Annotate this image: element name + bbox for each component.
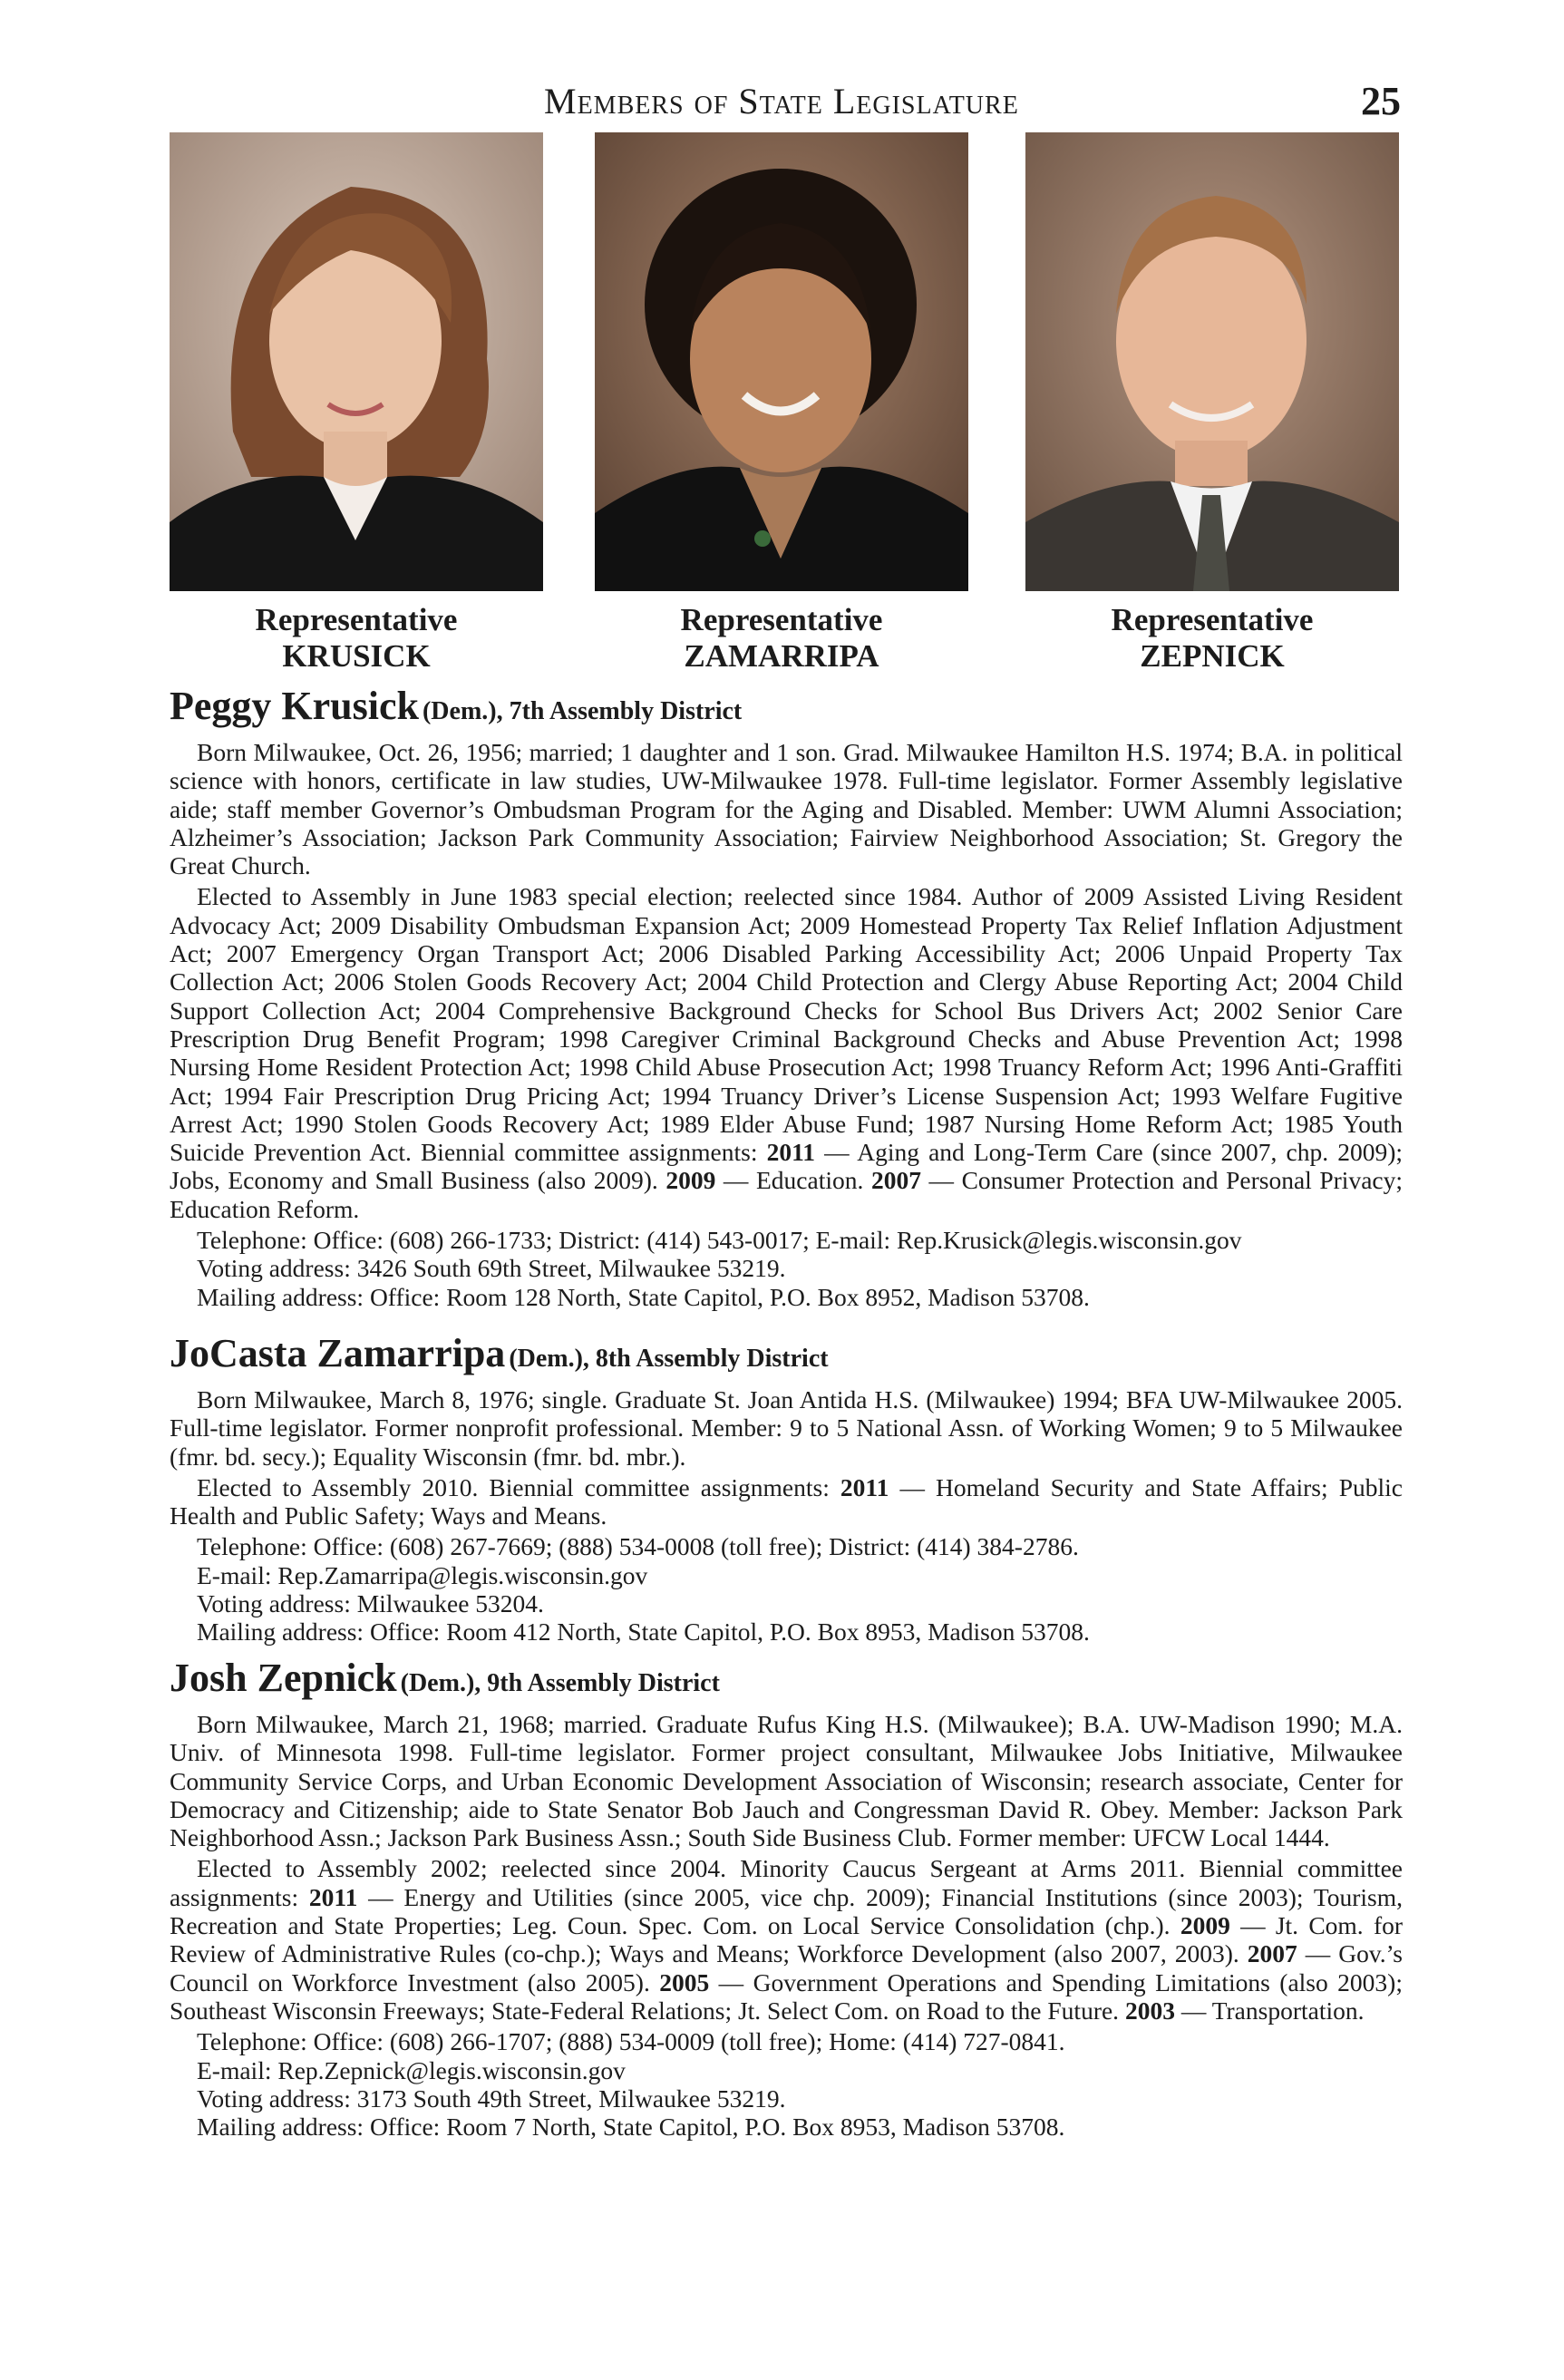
year-label: 2007	[1247, 1939, 1297, 1968]
voting-address: Voting address: 3173 South 49th Street, Milwaukee 53219.	[197, 2084, 786, 2113]
year-label: 2011	[308, 1882, 358, 1911]
email: E-mail: Rep.Zepnick@legis.wisconsin.gov	[197, 2055, 626, 2084]
member-name: Josh Zepnick	[170, 1656, 397, 1700]
assignment-text: — Jt. Com. for Review of Administrative Rules (co-chp.); Ways and Means; Workforce Development (also 2007, 2003).	[170, 1911, 1404, 1968]
legislative-service	[170, 1854, 1403, 2025]
telephone: Telephone: Office: (608) 266-1707; (888) 534-0009 (toll free); Home: (414) 727-0841.	[197, 2027, 1065, 2056]
caption-title: Representative	[1111, 602, 1314, 637]
caption-krusick	[170, 602, 543, 675]
year-label: 2009	[1180, 1911, 1230, 1940]
mailing-address: Mailing address: Office: Room 412 North, State Capitol, P.O. Box 8953, Madison 53708.	[197, 1617, 1090, 1647]
voting-address: Voting address: Milwaukee 53204.	[197, 1589, 544, 1618]
service-text: Elected to Assembly in June 1983 special election; reelected since 1984. Author of 2009 Assisted Living Resident Advocacy Act; 2009 Disability Ombudsman Expansion Act; 2009 Homestead Property Tax Relief Inflation Adjustment Act; 2007 Emergency Organ Transport Act; 2006 Disabled Parking Accessibility Act; 2006 Unpaid Property Tax Collection Act; 2006 Stolen Goods Recovery Act; 2004 Child Protection and Clergy Abuse Reporting Act; 2004 Child Support Collection Act; 2004 Comprehensive Background Checks for School Bus Drivers Act; 2002 Senior Care Prescription Drug Benefit Program; 1998 Caregiver Criminal Background Checks and Abuse Prevention Act; 1998 Nursing Home Resident Protection Act; 1998 Child Abuse Prosecution Act; 1998 Truancy Reform Act; 1996 Anti-Graffiti Act; 1994 Fair Prescription Drug Pricing Act; 1994 Truancy Driver’s License Suspension Act; 1993 Welfare Fugitive Arrest Act; 1990 Stolen Goods Recovery Act; 1989 Elder Abuse Fund; 1987 Nursing Home Reform Act; 1985 Youth Suicide Prevention Act. Biennial committee assignments:	[170, 882, 1403, 1167]
email: E-mail: Rep.Zamarripa@legis.wisconsin.gov	[197, 1560, 648, 1589]
service-text: Elected to Assembly 2010. Biennial committee assignments:	[197, 1472, 840, 1501]
entry-heading	[170, 684, 1403, 738]
mailing-address: Mailing address: Office: Room 128 North, State Capitol, P.O. Box 8952, Madison 53708.	[197, 1282, 1090, 1311]
entry-heading	[170, 1656, 1403, 1710]
mailing-address: Mailing address: Office: Room 7 North, State Capitol, P.O. Box 8953, Madison 53708.	[197, 2113, 1065, 2142]
assignment-text: — Government Operations and Spending Limitations (also 2003); Southeast Wisconsin Freeways; State-Federal Relations; Jt. Select Com. on Road to the Future.	[170, 1967, 1403, 2025]
year-label: 2007	[870, 1166, 921, 1195]
service-text: Elected to Assembly 2002; reelected since 2004. Minority Caucus Sergeant at Arms 2011. Biennial committee assignments:	[170, 1854, 1403, 1911]
telephone: Telephone: Office: (608) 267-7669; (888) 534-0008 (toll free); District: (414) 384-2786.	[197, 1532, 1079, 1561]
member-affiliation: (Dem.), 8th Assembly District	[509, 1345, 829, 1373]
year-label: 2005	[659, 1967, 710, 1996]
assignment-text: — Consumer Protection and Personal Privacy; Education Reform.	[170, 1166, 1404, 1223]
legislative-service	[170, 882, 1403, 1223]
assignment-text: — Education.	[715, 1166, 871, 1195]
assignment-text: — Homeland Security and State Affairs; Public Health and Public Safety; Ways and Means.	[170, 1472, 1403, 1530]
entry-zamarripa	[170, 1331, 1403, 1647]
assignment-text: — Energy and Utilities (since 2005, vice chp. 2009); Financial Institutions (since 2003); Tourism, Recreation and State Properties; Leg. Coun. Spec. Com. on Local Service Consolidation (chp.).	[170, 1882, 1403, 1940]
caption-name: ZAMARRIPA	[684, 638, 879, 674]
member-affiliation: (Dem.), 7th Assembly District	[422, 697, 743, 725]
entry-heading	[170, 1331, 1403, 1385]
year-label: 2009	[665, 1166, 716, 1195]
running-head: Members of State Legislature	[544, 81, 1019, 121]
assignment-text: — Transportation.	[1174, 1996, 1365, 2025]
assignment-text: — Aging and Long-Term Care (since 2007, chp. 2009); Jobs, Economy and Small Business (also 2009).	[170, 1138, 1403, 1195]
member-name: JoCasta Zamarripa	[170, 1331, 506, 1375]
portrait-zamarripa	[595, 132, 968, 591]
year-label: 2011	[840, 1472, 889, 1501]
biography: Born Milwaukee, March 8, 1976; single. Graduate St. Joan Antida H.S. (Milwaukee) 1994; BFA UW-Milwaukee 2005. Full-time legislator. Former nonprofit professional. Member: 9 to 5 National Assn. of Working Women; 9 to 5 Milwaukee (fmr. bd. secy.); Equality Wisconsin (fmr. bd. mbr.).	[170, 1385, 1403, 1471]
assignment-text: — Gov.’s Council on Workforce Investment (also 2005).	[170, 1939, 1403, 1996]
telephone: Telephone: Office: (608) 266-1733; District: (414) 543-0017; E-mail: Rep.Krusick@legis.wisconsin.gov	[197, 1226, 1242, 1255]
caption-title: Representative	[255, 602, 458, 637]
year-label: 2003	[1124, 1996, 1175, 2025]
biography: Born Milwaukee, Oct. 26, 1956; married; 1 daughter and 1 son. Grad. Milwaukee Hamilton H.S. 1974; B.A. in political science with honors, certificate in law studies, UW-Milwaukee 1978. Full-time legislator. Former Assembly legislative aide; staff member Governor’s Ombudsman Program for the Aging and Disabled. Member: UWM Alumni Association; Alzheimer’s Association; Jackson Park Community Association; Fairview Neighborhood Association; St. Gregory the Great Church.	[170, 738, 1403, 880]
biography: Born Milwaukee, March 21, 1968; married. Graduate Rufus King H.S. (Milwaukee); B.A. UW-Madison 1990; M.A. Univ. of Minnesota 1998. Full-time legislator. Former project consultant, Milwaukee Jobs Initiative, Milwaukee Community Service Corps, and Urban Economic Development Association of Wisconsin; research associate, Center for Democracy and Citizenship; aide to State Senator Bob Jauch and Congressman David R. Obey. Member: Jackson Park Neighborhood Assn.; Jackson Park Business Assn.; South Side Business Club. Former member: UFCW Local 1444.	[170, 1710, 1403, 1852]
caption-name: ZEPNICK	[1140, 638, 1285, 674]
portrait-krusick	[170, 132, 543, 591]
legislative-service	[170, 1473, 1403, 1530]
portrait-zepnick	[1025, 132, 1399, 591]
caption-title: Representative	[680, 602, 883, 637]
page-number: 25	[1361, 79, 1401, 123]
entry-krusick	[170, 684, 1403, 1311]
caption-name: KRUSICK	[282, 638, 431, 674]
caption-zamarripa	[595, 602, 968, 675]
voting-address: Voting address: 3426 South 69th Street, Milwaukee 53219.	[197, 1254, 786, 1283]
entry-zepnick	[170, 1656, 1403, 2141]
member-name: Peggy Krusick	[170, 684, 419, 728]
caption-zepnick	[1025, 602, 1399, 675]
year-label: 2011	[766, 1138, 816, 1167]
member-affiliation: (Dem.), 9th Assembly District	[400, 1669, 720, 1697]
